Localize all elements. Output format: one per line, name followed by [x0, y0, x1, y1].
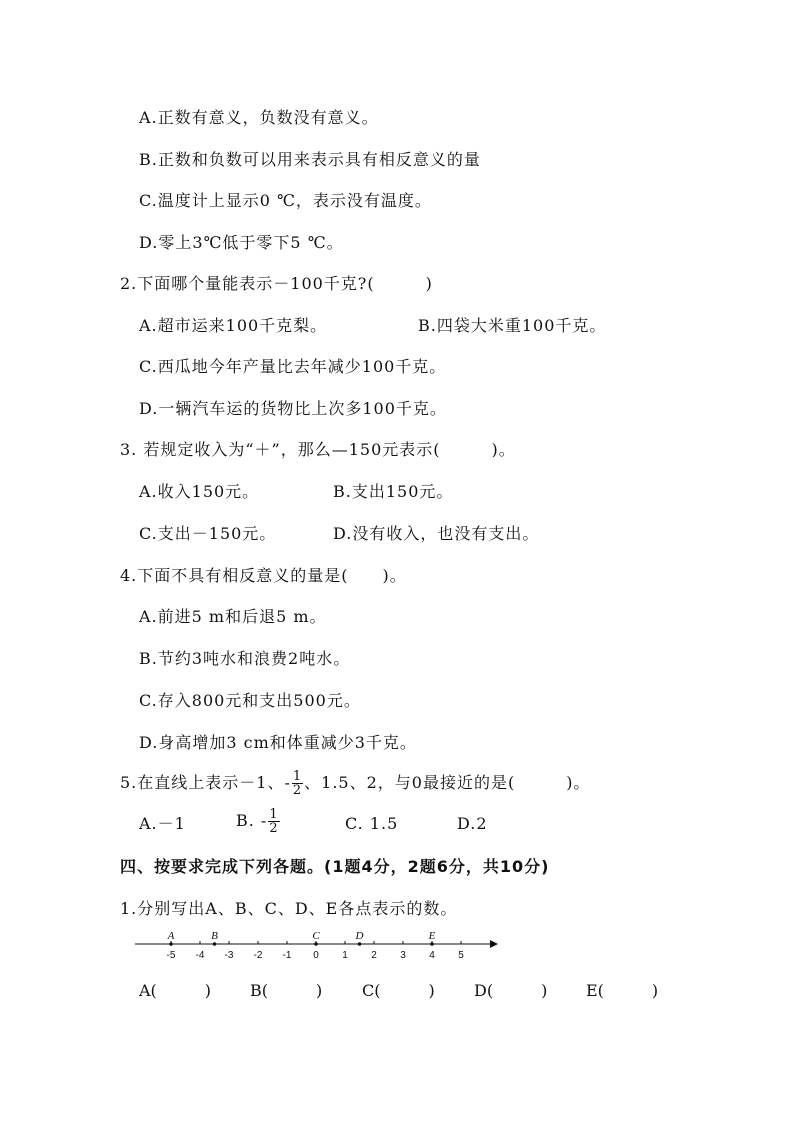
q4-option-a: A.前进5 m和后退5 m。 [139, 607, 327, 626]
answer-d[interactable]: D( ) [474, 981, 548, 1000]
q3-option-a: A.收入150元。 [139, 482, 260, 501]
q3-option-d: D.没有收入，也没有支出。 [333, 524, 540, 543]
number-line-tick-label: 3 [400, 950, 406, 961]
number-line-tick-label: 2 [371, 950, 377, 961]
q3-stem: 3. 若规定收入为“＋”，那么—150元表示( )。 [120, 440, 516, 459]
number-line-point-d [358, 942, 362, 946]
number-line-point-b [213, 942, 217, 946]
q5-option-b-num: 1 [269, 807, 279, 822]
number-line-tick-label: 4 [429, 950, 435, 961]
q5-stem-before: 5.在直线上表示－1、- [120, 773, 291, 792]
q1-option-c: C.温度计上显示0 ℃，表示没有温度。 [139, 191, 432, 210]
q3-option-c: C.支出－150元。 [139, 524, 277, 543]
number-line-point-label: A [167, 930, 175, 942]
number-line-tick-label: -3 [224, 950, 234, 961]
number-line-tick-label: -4 [195, 950, 205, 961]
q3-option-b: B.支出150元。 [333, 482, 454, 501]
q4-stem: 4.下面不具有相反意义的量是( )。 [120, 566, 407, 585]
q4-option-d: D.身高增加3 cm和体重减少3千克。 [139, 733, 417, 752]
q5-option-b [236, 808, 281, 835]
number-line-tick-label: 5 [458, 950, 464, 961]
number-line-point-e [430, 942, 434, 946]
number-line-point-label: C [312, 930, 320, 942]
q1-option-a: A.正数有意义，负数没有意义。 [139, 108, 379, 127]
q5-option-b-fraction [268, 808, 279, 835]
number-line-arrow-icon [490, 940, 498, 948]
number-line-tick-label: 0 [313, 950, 319, 961]
number-line-tick-label: -5 [166, 950, 176, 961]
q5-fraction-den: 2 [292, 783, 303, 798]
q5-stem [120, 770, 590, 797]
answer-a[interactable]: A( ) [139, 981, 212, 1000]
section4-heading: 四、按要求完成下列各题。(1题4分，2题6分，共10分) [120, 857, 550, 876]
q2-option-b: B.四袋大米重100千克。 [418, 316, 607, 335]
number-line-tick-label: 1 [342, 950, 348, 961]
number-line-point-label: E [428, 930, 436, 942]
q5-option-b-den: 2 [269, 821, 279, 836]
q5-option-a: A.－1 [139, 814, 186, 833]
answer-c[interactable]: C( ) [362, 981, 435, 1000]
q5-option-b-prefix: B. - [236, 811, 268, 830]
answer-blanks [139, 980, 699, 1004]
q4-option-c: C.存入800元和支出500元。 [139, 691, 361, 710]
section4-q1-stem: 1.分别写出A、B、C、D、E各点表示的数。 [120, 899, 458, 918]
q4-option-b: B.节约3吨水和浪费2吨水。 [139, 649, 351, 668]
answer-b[interactable]: B( ) [250, 981, 323, 1000]
number-line-point-label: B [211, 930, 218, 942]
number-line-point-c [314, 942, 318, 946]
q2-stem: 2.下面哪个量能表示－100千克?( ) [120, 274, 433, 293]
q5-option-c: C. 1.5 [345, 814, 399, 833]
q2-option-c: C.西瓜地今年产量比去年减少100千克。 [139, 357, 447, 376]
q5-fraction [292, 770, 303, 797]
q1-option-b: B.正数和负数可以用来表示具有相反意义的量 [139, 150, 481, 169]
q5-stem-after: 、1.5、2，与0最接近的是( )。 [304, 773, 591, 792]
q1-option-d: D.零上3℃低于零下5 ℃。 [139, 233, 344, 252]
q5-fraction-num: 1 [292, 769, 303, 784]
q2-option-d: D.一辆汽车运的货物比上次多100千克。 [139, 399, 447, 418]
number-line-point-label: D [355, 930, 364, 942]
number-line-point-a [169, 942, 173, 946]
number-line-tick-label: -2 [253, 950, 263, 961]
answer-e[interactable]: E( ) [586, 981, 659, 1000]
q2-option-a: A.超市运来100千克梨。 [139, 316, 328, 335]
number-line-tick-label: -1 [282, 950, 292, 961]
number-line [135, 928, 505, 968]
q5-option-d: D.2 [457, 814, 488, 833]
